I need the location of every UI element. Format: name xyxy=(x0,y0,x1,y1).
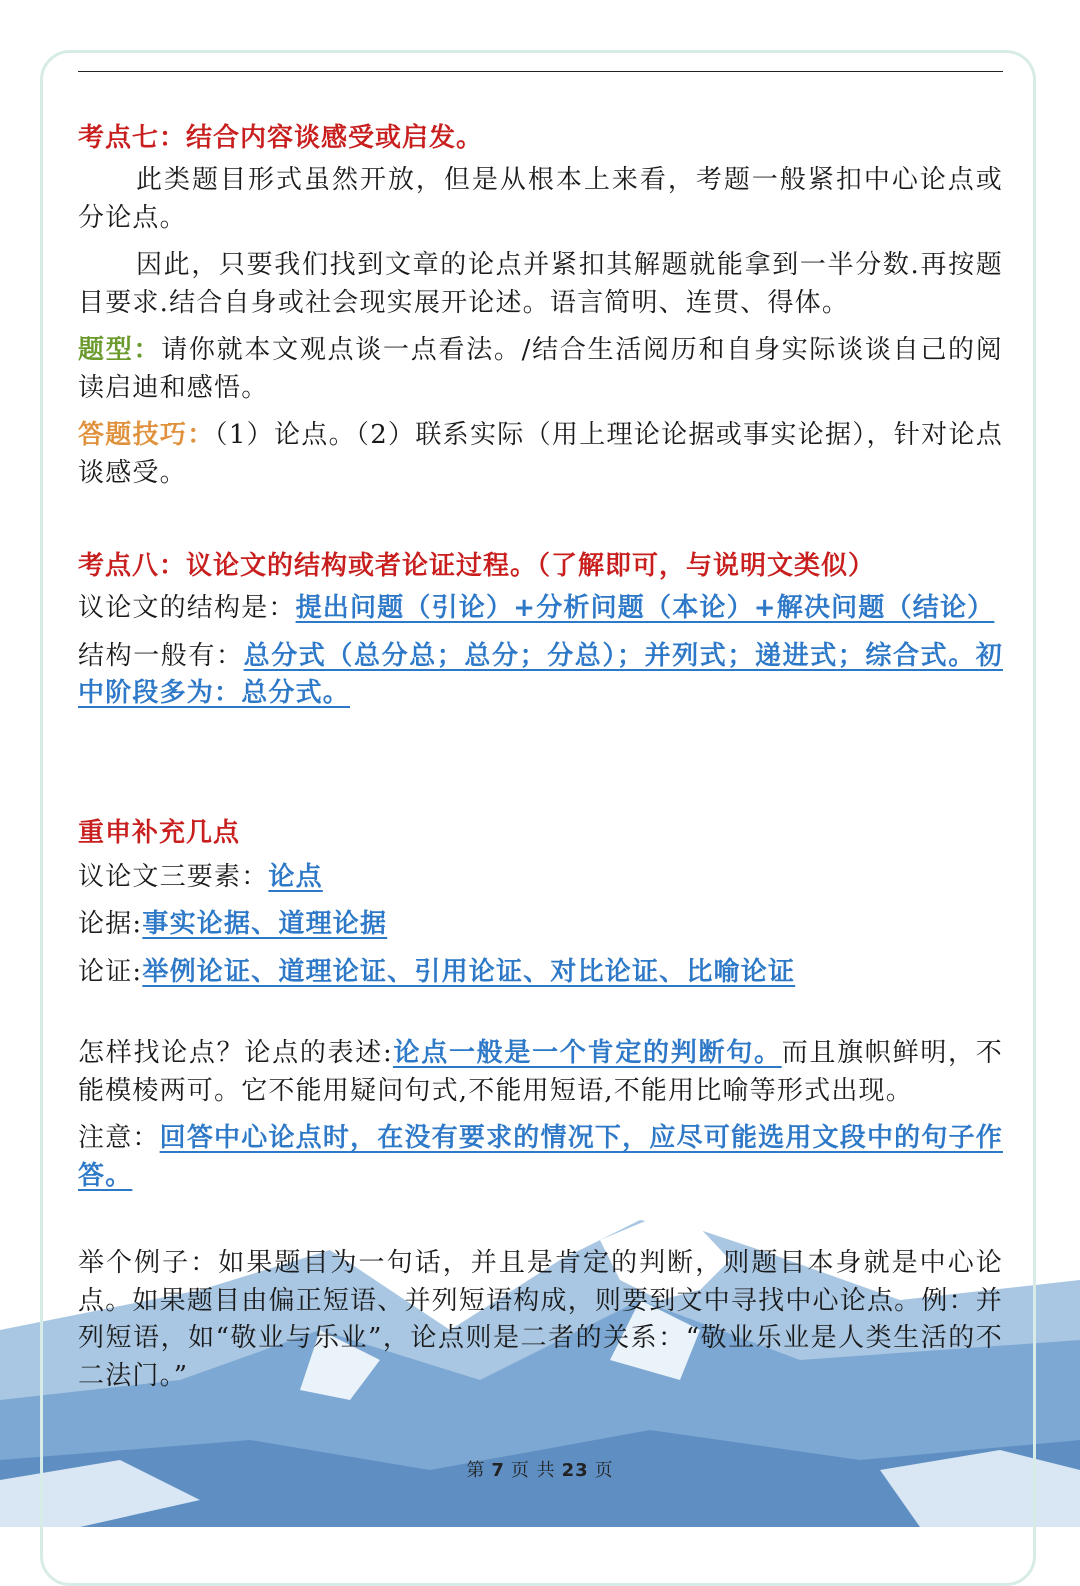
structure-types-value: 总分式（总分总；总分；分总）；并列式；递进式；综合式。初中阶段多为：总分式。 xyxy=(78,640,1003,708)
document-body xyxy=(78,118,1003,1395)
question-type-line xyxy=(78,332,1003,407)
footer-suffix: 页 xyxy=(594,1460,614,1481)
footer-page-number: 7 xyxy=(491,1460,505,1481)
structure-line xyxy=(78,590,1003,628)
evidence-label: 论据: xyxy=(78,909,143,939)
find-thesis-rest: 而且旗帜鲜明，不能模棱两可。它不能用疑问句式,不能用短语,不能用比喻等形式出现。 xyxy=(78,1038,1003,1106)
argumentation-value: 举例论证、道理论证、引用论证、对比论证、比喻论证 xyxy=(142,956,796,987)
find-thesis-label: 怎样找论点？论点的表述: xyxy=(78,1038,393,1068)
question-type-text: 请你就本文观点谈一点看法。/结合生活阅历和自身实际谈谈自己的阅读启迪和感悟。 xyxy=(78,335,1003,403)
note-value: 回答中心论点时，在没有要求的情况下，应尽可能选用文段中的句子作答。 xyxy=(78,1123,1003,1191)
section7-heading: 考点七：结合内容谈感受或启发。 xyxy=(78,123,484,153)
section8-heading: 考点八：议论文的结构或者论证过程。（了解即可，与说明文类似） xyxy=(78,551,876,581)
structure-label: 议论文的结构是： xyxy=(78,593,296,623)
footer-total-pages: 23 xyxy=(561,1460,589,1481)
three-elements-value: 论点 xyxy=(268,861,323,892)
supplement-heading: 重申补充几点 xyxy=(78,817,241,848)
note-line xyxy=(78,1120,1003,1195)
evidence-value: 事实论据、道理论据 xyxy=(142,909,388,939)
answer-tips-line xyxy=(78,417,1003,492)
find-thesis-value: 论点一般是一个肯定的判断句。 xyxy=(392,1038,782,1068)
page-footer xyxy=(0,1456,1080,1482)
example-paragraph: 举个例子：如果题目为一句话，并且是肯定的判断，则题目本身就是中心论点。如果题目由偏正短语、并列短语构成，则要到文中寻找中心论点。例：并列短语，如“敬业与乐业”，论点则是二者的关系：“敬业乐业是人类生活的不二法门。” xyxy=(78,1248,1003,1391)
structure-types-line xyxy=(78,638,1003,713)
footer-middle: 页 共 xyxy=(510,1460,556,1481)
structure-value: 提出问题（引论）+分析问题（本论）+解决问题（结论） xyxy=(295,593,995,623)
note-label: 注意： xyxy=(78,1123,160,1153)
find-thesis-paragraph xyxy=(78,1035,1003,1110)
answer-tips-text: （1）论点。（2）联系实际（用上理论论据或事实论据），针对论点谈感受。 xyxy=(78,420,1003,488)
evidence-line xyxy=(78,906,1003,944)
argumentation-label: 论证: xyxy=(78,956,143,987)
section7-paragraph-2: 因此，只要我们找到文章的论点并紧扣其解题就能拿到一半分数.再按题目要求.结合自身或社会现实展开论述。语言简明、连贯、得体。 xyxy=(78,250,1003,318)
three-elements-label: 议论文三要素： xyxy=(78,861,269,892)
structure-types-label: 结构一般有： xyxy=(78,640,244,671)
footer-prefix: 第 xyxy=(466,1460,486,1481)
answer-tips-label: 答题技巧： xyxy=(78,420,215,450)
three-elements-line xyxy=(78,859,1003,897)
argumentation-line xyxy=(78,954,1003,992)
section7-paragraph-1: 此类题目形式虽然开放，但是从根本上来看，考题一般紧扣中心论点或分论点。 xyxy=(78,165,1003,233)
question-type-label: 题型： xyxy=(78,335,162,365)
header-rule xyxy=(78,71,1003,72)
